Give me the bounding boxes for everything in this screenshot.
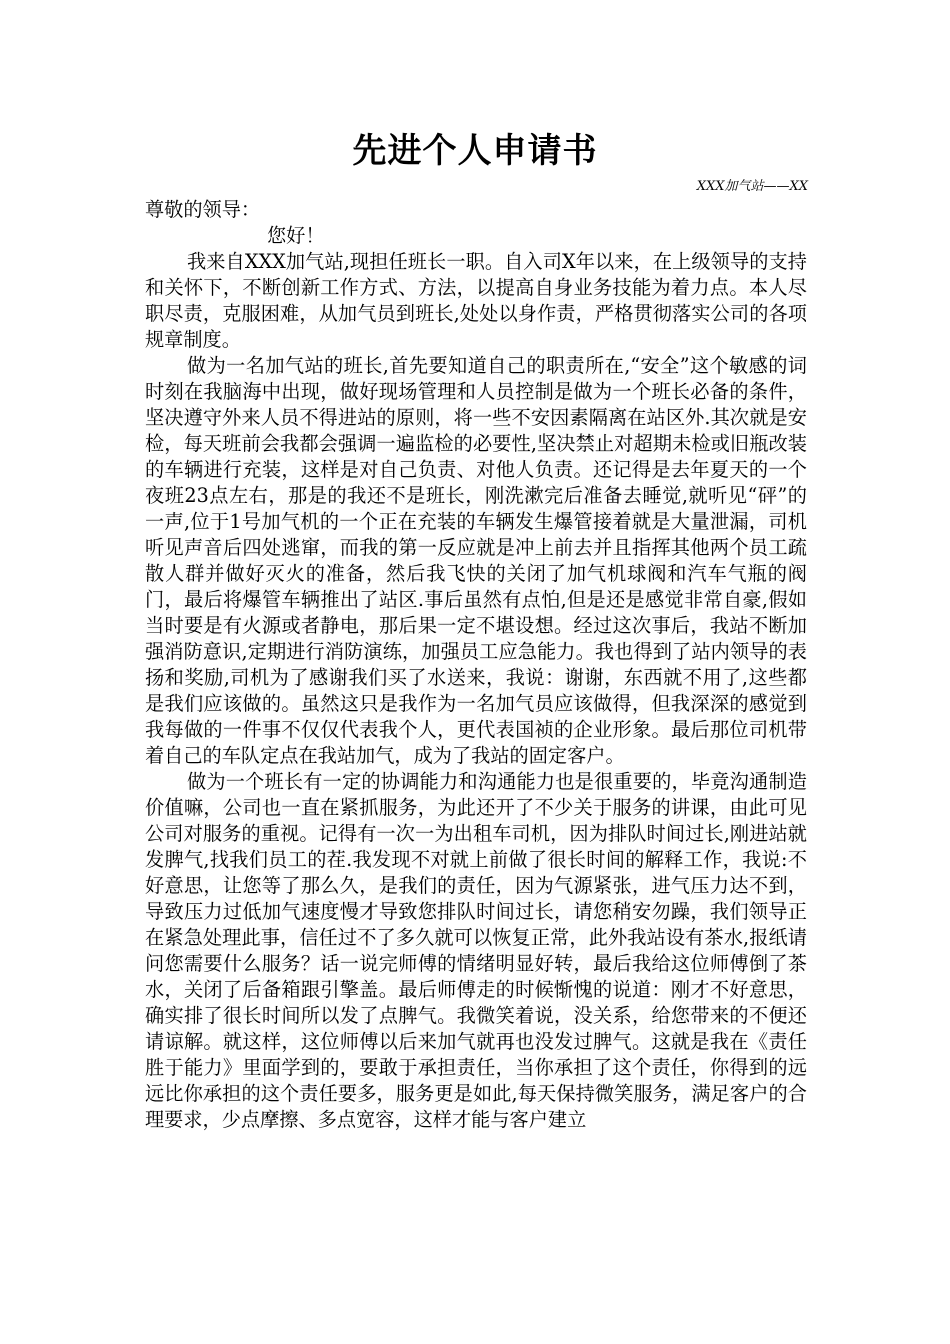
document-title: 先进个人申请书 — [352, 131, 598, 171]
document-subtitle: XXX加气站——XX — [696, 179, 808, 194]
greeting: 您好！ — [267, 224, 325, 247]
document-body — [145, 197, 807, 1133]
paragraph: 做为一名加气站的班长,首先要知道自己的职责所在,“安全”这个敏感的词时刻在我脑海中出现，做好现场管理和人员控制是做为一个班长必备的条件，坚决遵守外来人员不得进站的原则，将一些不安因素隔离在站区外.其次就是安检，每天班前会我都会强调一遍监检的必要性,坚决禁止对超期未检或旧瓶改装的车辆进行充装，这样是对自己负责、对他人负责。还记得是去年夏天的一个夜班23点左右，那是的我还不是班长，刚洗漱完后准备去睡觉,就听见“砰”的一声,位于1号加气机的一个正在充装的车辆发生爆管接着就是大量泄漏，司机听见声音后四处逃窜，而我的第一反应就是冲上前去并且指挥其他两个员工疏散人群并做好灭火的准备，然后我飞快的关闭了加气机球阀和汽车气瓶的阀门，最后将爆管车辆推出了站区.事后虽然有点怕,但是还是感觉非常自豪,假如当时要是有火源或者静电，那后果一定不堪设想。经过这次事后，我站不断加强消防意识,定期进行消防演练，加强员工应急能力。我也得到了站内领导的表扬和奖励,司机为了感谢我们买了水送来，我说：谢谢，东西就不用了,这些都是我们应该做的。虽然这只是我作为一名加气员应该做得，但我深深的感觉到我每做的一件事不仅仅代表我个人，更代表国祯的企业形象。最后那位司机带着自己的车队定点在我站加气，成为了我站的固定客户。 — [145, 354, 807, 767]
salutation: 尊敬的领导： — [145, 198, 261, 221]
paragraph: 做为一个班长有一定的协调能力和沟通能力也是很重要的，毕竟沟通制造价值嘛，公司也一直在紧抓服务，为此还开了不少关于服务的讲课，由此可见公司对服务的重视。记得有一次一为出租车司机，因为排队时间过长,刚进站就发脾气,找我们员工的茬.我发现不对就上前做了很长时间的解释工作，我说:不好意思，让您等了那么久，是我们的责任，因为气源紧张，进气压力达不到，导致压力过低加气速度慢才导致您排队时间过长，请您稍安勿躁，我们领导正在紧急处理此事，信任过不了多久就可以恢复正常，此外我站设有茶水,报纸请问您需要什么服务？话一说完师傅的情绪明显好转，最后我给这位师傅倒了茶水，关闭了后备箱跟引擎盖。最后师傅走的时候惭愧的说道：刚才不好意思，确实排了很长时间所以发了点脾气。我微笑着说，没关系，给您带来的不便还请谅解。就这样，这位师傅以后来加气就再也没发过脾气。这就是我在《责任胜于能力》里面学到的，要敢于承担责任，当你承担了这个责任，你得到的远远比你承担的这个责任要多，服务更是如此,每天保持微笑服务，满足客户的合理要求，少点摩擦、多点宽容，这样才能与客户建立 — [145, 770, 807, 1131]
paragraph: 我来自XXX加气站,现担任班长一职。自入司X年以来，在上级领导的支持和关怀下，不断创新工作方式、方法，以提高自身业务技能为着力点。本人尽职尽责，克服困难，从加气员到班长,处处以身作责，严格贯彻落实公司的各项规章制度。 — [145, 250, 807, 351]
